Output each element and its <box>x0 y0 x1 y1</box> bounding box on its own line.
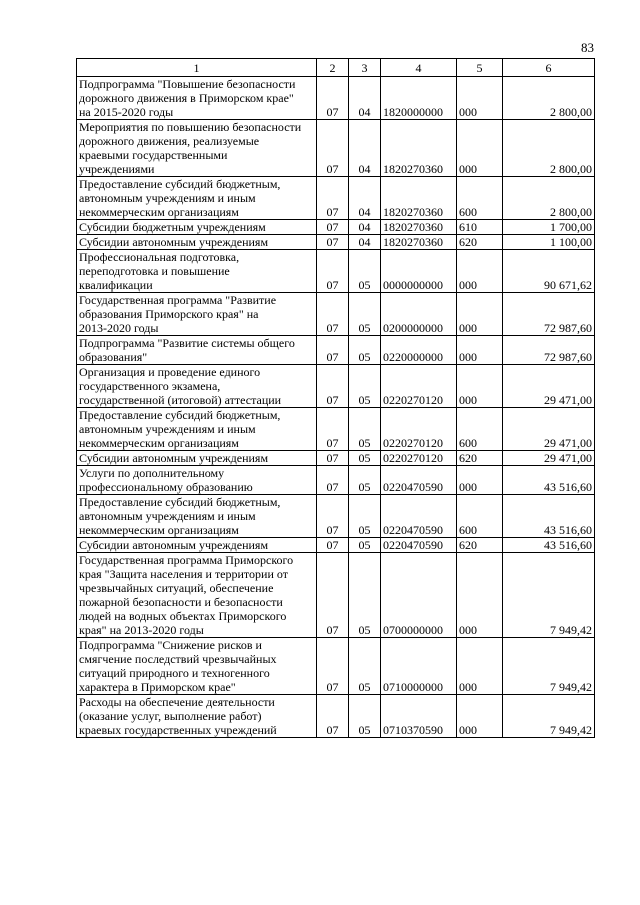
row-expense-type-code: 000 <box>457 120 503 177</box>
row-amount: 1 700,00 <box>503 220 595 235</box>
row-name: Услуги по дополнительному профессиональному образованию <box>77 466 317 495</box>
row-subsection-code: 05 <box>349 451 381 466</box>
row-expense-type-code: 610 <box>457 220 503 235</box>
row-section-code: 07 <box>317 250 349 293</box>
header-col-6: 6 <box>503 59 595 77</box>
row-amount: 2 800,00 <box>503 77 595 120</box>
row-subsection-code: 05 <box>349 293 381 336</box>
row-expense-type-code: 000 <box>457 695 503 738</box>
row-expense-type-code: 600 <box>457 408 503 451</box>
row-section-code: 07 <box>317 553 349 638</box>
table-row <box>77 336 595 365</box>
row-expense-type-code: 620 <box>457 451 503 466</box>
page-number: 83 <box>581 40 594 55</box>
row-target-article-code: 0710000000 <box>381 638 457 695</box>
table-row <box>77 695 595 738</box>
row-target-article-code: 0220270120 <box>381 451 457 466</box>
row-subsection-code: 04 <box>349 177 381 220</box>
row-target-article-code: 1820270360 <box>381 235 457 250</box>
row-expense-type-code: 000 <box>457 466 503 495</box>
row-target-article-code: 0220470590 <box>381 495 457 538</box>
row-expense-type-code: 000 <box>457 250 503 293</box>
row-section-code: 07 <box>317 495 349 538</box>
row-expense-type-code: 000 <box>457 553 503 638</box>
row-target-article-code: 0220000000 <box>381 336 457 365</box>
row-section-code: 07 <box>317 538 349 553</box>
row-name: Субсидии автономным учреждениям <box>77 451 317 466</box>
row-name: Субсидии автономным учреждениям <box>77 235 317 250</box>
row-name: Мероприятия по повышению безопасности дорожного движения, реализуемые краевыми государственными учреждениями <box>77 120 317 177</box>
row-name: Предоставление субсидий бюджетным, автономным учреждениям и иным некоммерческим организациям <box>77 495 317 538</box>
row-subsection-code: 05 <box>349 553 381 638</box>
row-amount: 43 516,60 <box>503 495 595 538</box>
row-section-code: 07 <box>317 77 349 120</box>
table-row <box>77 77 595 120</box>
header-col-5: 5 <box>457 59 503 77</box>
row-section-code: 07 <box>317 451 349 466</box>
row-section-code: 07 <box>317 177 349 220</box>
row-expense-type-code: 000 <box>457 293 503 336</box>
row-subsection-code: 05 <box>349 336 381 365</box>
row-amount: 1 100,00 <box>503 235 595 250</box>
row-target-article-code: 1820270360 <box>381 177 457 220</box>
table-row <box>77 250 595 293</box>
row-target-article-code: 1820000000 <box>381 77 457 120</box>
row-name: Субсидии автономным учреждениям <box>77 538 317 553</box>
row-section-code: 07 <box>317 235 349 250</box>
row-target-article-code: 0220270120 <box>381 408 457 451</box>
row-name: Государственная программа Приморского края "Защита населения и территории от чрезвычайных ситуаций, обеспечение пожарной безопасности и безопасности людей на водных объектах Приморского края" на 2013-2020 годы <box>77 553 317 638</box>
row-section-code: 07 <box>317 695 349 738</box>
row-amount: 7 949,42 <box>503 695 595 738</box>
row-name: Организация и проведение единого государственного экзамена, государственной (итоговой) аттестации <box>77 365 317 408</box>
row-name: Расходы на обеспечение деятельности (оказание услуг, выполнение работ) краевых государственных учреждений <box>77 695 317 738</box>
table-row <box>77 538 595 553</box>
row-section-code: 07 <box>317 336 349 365</box>
table-row <box>77 495 595 538</box>
row-section-code: 07 <box>317 638 349 695</box>
row-section-code: 07 <box>317 466 349 495</box>
row-subsection-code: 04 <box>349 220 381 235</box>
table-row <box>77 638 595 695</box>
row-expense-type-code: 000 <box>457 365 503 408</box>
row-name: Государственная программа "Развитие образования Приморского края" на 2013-2020 годы <box>77 293 317 336</box>
row-target-article-code: 0220470590 <box>381 538 457 553</box>
header-col-1: 1 <box>77 59 317 77</box>
row-target-article-code: 0000000000 <box>381 250 457 293</box>
row-target-article-code: 0700000000 <box>381 553 457 638</box>
row-subsection-code: 05 <box>349 695 381 738</box>
row-amount: 7 949,42 <box>503 638 595 695</box>
header-col-3: 3 <box>349 59 381 77</box>
row-subsection-code: 05 <box>349 495 381 538</box>
row-amount: 90 671,62 <box>503 250 595 293</box>
row-amount: 43 516,60 <box>503 466 595 495</box>
row-section-code: 07 <box>317 293 349 336</box>
table-row <box>77 451 595 466</box>
row-subsection-code: 05 <box>349 466 381 495</box>
row-expense-type-code: 620 <box>457 235 503 250</box>
row-subsection-code: 04 <box>349 120 381 177</box>
table-row <box>77 365 595 408</box>
table-row <box>77 466 595 495</box>
row-amount: 2 800,00 <box>503 120 595 177</box>
row-subsection-code: 05 <box>349 365 381 408</box>
row-section-code: 07 <box>317 220 349 235</box>
row-name: Подпрограмма "Развитие системы общего образования" <box>77 336 317 365</box>
row-target-article-code: 0710370590 <box>381 695 457 738</box>
row-name: Предоставление субсидий бюджетным, автономным учреждениям и иным некоммерческим организациям <box>77 177 317 220</box>
row-expense-type-code: 620 <box>457 538 503 553</box>
row-target-article-code: 0220270120 <box>381 365 457 408</box>
row-amount: 29 471,00 <box>503 451 595 466</box>
row-expense-type-code: 000 <box>457 77 503 120</box>
row-name: Подпрограмма "Снижение рисков и смягчение последствий чрезвычайных ситуаций природного и техногенного характера в Приморском крае" <box>77 638 317 695</box>
table-row <box>77 120 595 177</box>
row-subsection-code: 05 <box>349 538 381 553</box>
row-expense-type-code: 600 <box>457 177 503 220</box>
row-name: Предоставление субсидий бюджетным, автономным учреждениям и иным некоммерческим организациям <box>77 408 317 451</box>
row-section-code: 07 <box>317 365 349 408</box>
header-col-2: 2 <box>317 59 349 77</box>
row-expense-type-code: 600 <box>457 495 503 538</box>
row-subsection-code: 05 <box>349 408 381 451</box>
table-row <box>77 408 595 451</box>
row-target-article-code: 0200000000 <box>381 293 457 336</box>
row-target-article-code: 1820270360 <box>381 220 457 235</box>
table-row <box>77 177 595 220</box>
row-amount: 29 471,00 <box>503 408 595 451</box>
row-target-article-code: 0220470590 <box>381 466 457 495</box>
row-amount: 43 516,60 <box>503 538 595 553</box>
table-header-row <box>77 59 595 77</box>
row-subsection-code: 04 <box>349 235 381 250</box>
row-section-code: 07 <box>317 120 349 177</box>
row-expense-type-code: 000 <box>457 638 503 695</box>
row-expense-type-code: 000 <box>457 336 503 365</box>
table-row <box>77 553 595 638</box>
row-name: Субсидии бюджетным учреждениям <box>77 220 317 235</box>
header-col-4: 4 <box>381 59 457 77</box>
row-amount: 29 471,00 <box>503 365 595 408</box>
row-subsection-code: 04 <box>349 77 381 120</box>
table-row <box>77 235 595 250</box>
row-section-code: 07 <box>317 408 349 451</box>
table-row <box>77 220 595 235</box>
row-amount: 72 987,60 <box>503 293 595 336</box>
row-subsection-code: 05 <box>349 250 381 293</box>
row-amount: 2 800,00 <box>503 177 595 220</box>
row-name: Профессиональная подготовка, переподготовка и повышение квалификации <box>77 250 317 293</box>
table-row <box>77 293 595 336</box>
row-subsection-code: 05 <box>349 638 381 695</box>
row-amount: 72 987,60 <box>503 336 595 365</box>
row-target-article-code: 1820270360 <box>381 120 457 177</box>
budget-table <box>76 58 595 738</box>
row-name: Подпрограмма "Повышение безопасности дорожного движения в Приморском крае" на 2015-2020 годы <box>77 77 317 120</box>
row-amount: 7 949,42 <box>503 553 595 638</box>
